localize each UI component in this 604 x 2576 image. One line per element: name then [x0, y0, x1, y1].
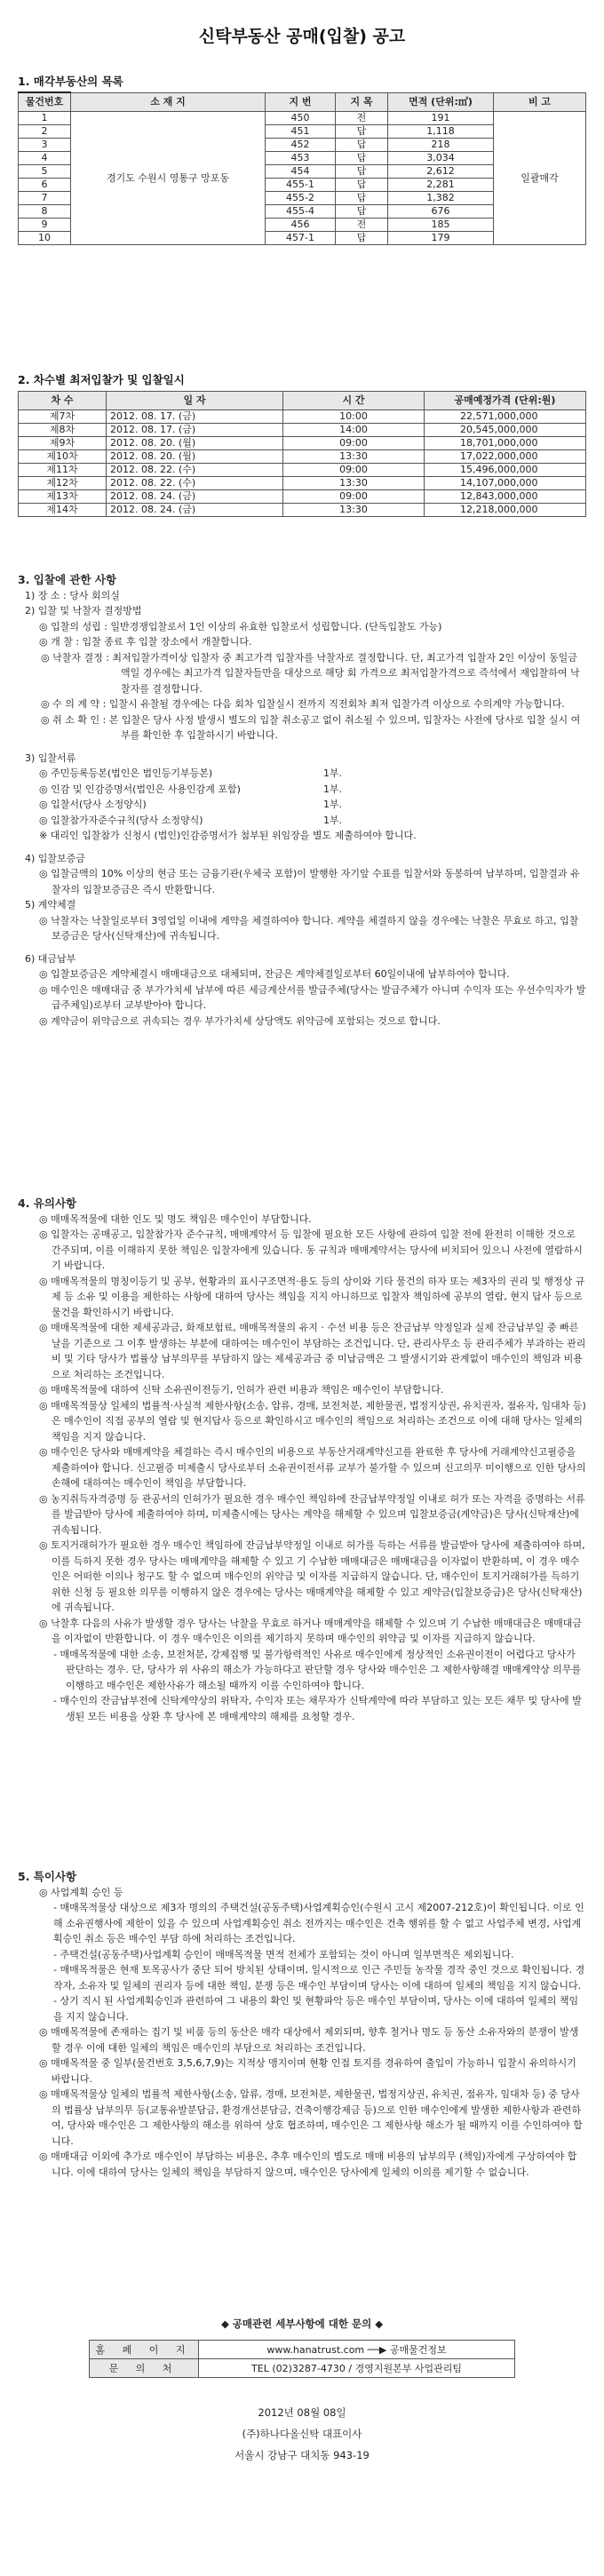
bid-doc-item: [18, 797, 586, 813]
contact-heading: ◆ 공매관련 세부사항에 대한 문의 ◆: [220, 2318, 384, 2330]
bid-price: 12,843,000,000: [425, 490, 586, 504]
bid-row: [19, 504, 586, 517]
section-3-heading: 3. 입찰에 관한 사항: [18, 573, 117, 586]
payment-text-3: ◎ 계약금이 위약금으로 귀속되는 경우 부가가치세 상당액도 위약금에 포함되는 것으로 합니다.: [39, 1014, 441, 1027]
property-no: 3: [19, 139, 71, 152]
bid-price: 12,218,000,000: [425, 504, 586, 517]
inquiry-value: TEL (02)3287-4730 / 경영지원본부 사업관리팀: [199, 2359, 515, 2378]
special-item: ◎ 매매목적물상 일체의 법률적 제한사항(소송, 압류, 경매, 보전처분, 제한물권, 법정지상권, 유치권, 점유자, 임대차 등) 중 당사의 법률상 납부의무 등(교통유발분담금, 환경개선분담금, 건축이행강제금 등)으로 인한 매수인에게 발생한 제한사항과 관련하여, 당사와 매수인은 그 제한사항의 해소를 위하여 상호 협조하며, 매수인은 그 제한사항 해소가 될 때까지 이를 수인하여야 합니다.: [39, 2088, 583, 2147]
bid-time: 13:30: [283, 450, 425, 464]
property-type: 답: [336, 152, 388, 165]
property-col-header: 비 고: [494, 92, 586, 112]
bid-price: 22,571,000,000: [425, 410, 586, 424]
bid-price: 20,545,000,000: [425, 424, 586, 437]
bid-doc-item: [18, 766, 586, 782]
bid-date: 2012. 08. 17. (금): [107, 424, 283, 437]
property-type: 답: [336, 165, 388, 179]
bid-time: 13:30: [283, 504, 425, 517]
bid-date: 2012. 08. 20. (월): [107, 450, 283, 464]
bid-time: 10:00: [283, 410, 425, 424]
property-col-header: 지 번: [266, 92, 336, 112]
special-subitem: - 매매목적물은 현재 토목공사가 중단 되어 방치된 상태이며, 일시적으로 인근 주민들 농작물 경작 중인 것으로 확인됩니다. 경작자, 소유자 및 일체의 권리자 등에 대한 책임, 분쟁 등은 매수인 부담이며 당사는 이에 대하여 일체의 책임을 지지 않습니다.: [53, 1964, 585, 1992]
property-remark: 일괄매각: [494, 112, 586, 245]
bid-doc-name: ◎ 입찰참가자준수규칙(당사 소정양식): [39, 814, 203, 826]
property-area: 1,118: [388, 125, 494, 139]
bid-time: 09:00: [283, 490, 425, 504]
deposit-heading: 4) 입찰보증금: [25, 852, 85, 864]
caution-item: - 매수인의 잔금납부전에 신탁계약상의 위탁자, 수익자 또는 채무자가 신탁계약에 따라 부담하고 있는 모든 채무 및 당사에 발생된 모든 비용을 상환 후 당사에 본 매매계약의 해제를 요청할 경우.: [53, 1695, 582, 1722]
bid-row: [19, 437, 586, 450]
bid-col-header: 시 간: [283, 392, 425, 410]
contact-table: [89, 2340, 515, 2378]
cancel-notice: ◎ 취 소 확 인 : 본 입찰은 당사 사정 발생시 별도의 입찰 취소공고 없이 취소될 수 있으며, 입찰자는 사전에 당사로 입찰 실시 여부를 확인한 후 입찰하시기 바랍니다.: [41, 713, 581, 741]
property-area: 1,382: [388, 192, 494, 205]
caution-list: [18, 1212, 586, 1725]
property-area: 218: [388, 139, 494, 152]
caution-item: ◎ 농지취득자격증명 등 관공서의 인허가가 필요한 경우 매수인 책임하에 잔금납부약정일 이내로 허가 또는 자격을 증명하는 서류를 발급받아 당사에 제출하여야 하며, 미제출시에는 당사는 계약을 해제할 수 있으며 입찰보증금(계약금)은 당사(신탁재산)에 귀속됩니다.: [39, 1492, 585, 1536]
bid-round: 제10차: [19, 450, 107, 464]
property-no: 9: [19, 219, 71, 232]
property-no: 8: [19, 205, 71, 219]
caution-item: - 매매목적물에 대한 소송, 보전처분, 강제집행 및 불가항력적인 사유로 매수인에게 정상적인 소유권이전이 어렵다고 당사가 판단하는 경우. 단, 당사가 위 사유의 해소가 가능하다고 판단할 경우 당사와 매수인은 그 제한사항해결 매매계약상 의무를 이행하고 매수인은 제한사유가 해소될 때까지 이를 수인하여야 합니다.: [53, 1648, 582, 1691]
property-type: 답: [336, 125, 388, 139]
property-lot: 452: [266, 139, 336, 152]
bid-time: 09:00: [283, 464, 425, 477]
bid-date: 2012. 08. 22. (수): [107, 477, 283, 490]
property-type: 답: [336, 139, 388, 152]
property-no: 2: [19, 125, 71, 139]
contact-table-wrap: [89, 2340, 515, 2378]
bid-price: 14,107,000,000: [425, 477, 586, 490]
special-subitem: - 상기 직시 된 사업계획승인과 관련하여 그 내용의 확인 및 현황파악 등은 매수인 부담이며, 당사는 이에 대하여 일체의 책임을 지지 않습니다.: [53, 1995, 579, 2023]
property-no: 7: [19, 192, 71, 205]
inquiry-label: 문 의 처: [90, 2359, 199, 2378]
bid-col-header: 차 수: [19, 392, 107, 410]
property-no: 6: [19, 179, 71, 192]
private-contract: ◎ 수 의 계 약 : 입찰시 유찰될 경우에는 다음 회차 입찰실시 전까지 직전회차 최저 입찰가격 이상으로 수의계약 가능합니다.: [41, 698, 565, 710]
bid-date: 2012. 08. 24. (금): [107, 490, 283, 504]
property-lot: 455-4: [266, 205, 336, 219]
bid-price: 18,701,000,000: [425, 437, 586, 450]
bid-doc-item: [18, 782, 586, 798]
bid-doc-name: ◎ 주민등록등본(법인은 법인등기부등본): [39, 767, 213, 779]
caution-item: ◎ 매매목적물에 대한 인도 및 명도 책임은 매수인이 부담합니다.: [39, 1212, 312, 1225]
bid-round: 제9차: [19, 437, 107, 450]
property-type: 답: [336, 192, 388, 205]
special-list: [18, 2024, 586, 2180]
property-no: 10: [19, 232, 71, 245]
special-item: ◎ 매매목적물에 존재하는 집기 및 비품 등의 동산은 매각 대상에서 제외되며, 향후 철거나 명도 등 동산 소유자와의 분쟁이 발생할 경우 이에 대한 일체의 책임은 매수인의 부담으로 처리하는 조건입니다.: [39, 2026, 579, 2054]
property-col-header: 지 목: [336, 92, 388, 112]
section-4-heading: 4. 유의사항: [18, 1197, 77, 1210]
payment-heading: 6) 대금납부: [25, 952, 76, 965]
property-lot: 457-1: [266, 232, 336, 245]
special-subitem: - 매매목적물상 대상으로 제3자 명의의 주택건설(공동주택)사업계획승인(수원시 고시 제2007-212호)이 확인됩니다. 이로 인해 소유권행사에 제한이 있을 수 있으며 사업계획승인 취소 전까지는 매수인은 건축 행위를 할 수 없고 사업주체 변경, 사업계획승인 취소 등은 매수인 부담 하에 처리하는 조건입니다.: [53, 1902, 584, 1944]
bid-validity: ◎ 입찰의 성립 : 일반경쟁입찰로서 1인 이상의 유효한 입찰로서 성립합니다. (단독입찰도 가능): [39, 620, 442, 632]
bid-doc-qty: 1부.: [323, 799, 343, 810]
bid-round: 제14차: [19, 504, 107, 517]
property-col-header: 소 재 지: [71, 92, 266, 112]
bid-doc-name: ◎ 입찰서(당사 소정양식): [39, 799, 147, 810]
property-location: 경기도 수원시 영통구 망포동: [71, 112, 266, 245]
bid-row: [19, 477, 586, 490]
section-3: [18, 567, 586, 1029]
caution-item: ◎ 매매목적물에 대하여 신탁 소유권이전등기, 인허가 관련 비용과 책임은 매수인이 부담합니다.: [39, 1384, 444, 1395]
property-area: 179: [388, 232, 494, 245]
property-area: 676: [388, 205, 494, 219]
property-lot: 450: [266, 112, 336, 125]
bid-date: 2012. 08. 24. (금): [107, 504, 283, 517]
bid-round: 제8차: [19, 424, 107, 437]
property-col-header: 물건번호: [19, 92, 71, 112]
property-no: 1: [19, 112, 71, 125]
bid-round: 제13차: [19, 490, 107, 504]
bid-docs-note: ※ 대리인 입찰참가 신청시 (법인)인감증명서가 첨부된 위임장을 별도 제출하여야 합니다.: [39, 830, 417, 841]
special-subitem: - 주택건설(공동주택)사업계획 승인이 매매목적물 면적 전체가 포함되는 것이 아니며 일부면적은 제외됩니다.: [53, 1948, 514, 1960]
property-lot: 455-2: [266, 192, 336, 205]
caution-item: ◎ 입찰자는 공매공고, 입찰참가자 준수규칙, 매매계약서 등 입찰에 필요한 모든 사항에 관하여 입찰 전에 완전히 이해한 것으로 간주되며, 이를 이해하지 못한 책임은 입찰자에게 있습니다. 동 규칙과 매매계약서는 당사에 비치되어 있으니 사전에 열람하시기 바랍니다.: [39, 1228, 583, 1271]
property-type: 답: [336, 205, 388, 219]
bid-opening: ◎ 개 찰 : 입찰 종료 후 입찰 장소에서 개찰합니다.: [39, 636, 252, 648]
bid-docs-list: [18, 766, 586, 828]
footer-address: 서울시 강남구 대치동 943-19: [234, 2449, 370, 2461]
bid-doc-item: [18, 813, 586, 829]
bid-doc-qty: 1부.: [323, 767, 343, 779]
winner-decision: ◎ 낙찰자 결정 : 최저입찰가격이상 입찰자 중 최고가격 입찰자를 낙찰자로 결정합니다. 단, 최고가격 입찰자 2인 이상이 동일금액일 경우에는 최고가격 입찰자들만을 대상으로 해당 회 가격으로 최저입찰가격으로 즉석에서 재입찰하여 낙찰자를 결정합니다.: [41, 651, 580, 695]
section-5: [18, 1864, 586, 2180]
property-lot: 451: [266, 125, 336, 139]
bid-docs-heading: 3) 입찰서류: [25, 751, 76, 764]
property-lot: 456: [266, 219, 336, 232]
contract-text: ◎ 낙찰자는 낙찰일로부터 3영업일 이내에 계약을 체결하여야 합니다. 계약을 체결하지 않을 경우에는 낙찰은 무효로 하고, 입찰보증금은 당사(신탁재산)에 귀속됩니다.: [39, 914, 579, 942]
bid-col-header: 일 자: [107, 392, 283, 410]
caution-item: ◎ 매매목적물에 대한 제세공과금, 화재보험료, 매매목적물의 유지 · 수선 비용 등은 잔금납부 약정일과 실제 잔금납부일 중 빠른 날을 기준으로 그 이후 발생하는 부분에 대하여는 매수인이 부담하는 조건입니다. 단, 관리사무소 등 관리주체가 부과하는 관리비 및 기타 당사가 법률상 납부의무를 부담하지 않는 제세공과금 중 미납금액은 그 발생시기와 관계없이 매수인의 책임과 비용으로 처리하는 조건입니다.: [39, 1322, 586, 1380]
special-item: ◎ 매매대금 이외에 추가로 매수인이 부담하는 비용은, 추후 매수인의 별도로 매매 비용의 납부의무 (책임)자에게 구상하여야 합니다. 이에 대하여 당사는 일체의 책임을 부담하지 않으며, 매수인은 당사에게 일체의 이의를 제기할 수 없습니다.: [39, 2151, 577, 2178]
property-lot: 453: [266, 152, 336, 165]
special-sublist: [18, 1900, 586, 2024]
bid-round: 제12차: [19, 477, 107, 490]
property-area: 191: [388, 112, 494, 125]
caution-item: ◎ 낙찰후 다음의 사유가 발생할 경우 당사는 낙찰을 무효로 하거나 매매계약을 해제할 수 있으며 기 수납한 매매대금은 매매대금을 이자없이 반환합니다. 이 경우 매수인은 이의를 제기하지 못하며 매수인의 위약금 및 이자를 지급하지 않습니다.: [39, 1617, 582, 1644]
bid-date: 2012. 08. 20. (월): [107, 437, 283, 450]
bid-method-heading: 2) 입찰 및 낙찰자 결정방법: [25, 605, 142, 616]
bid-row: [19, 464, 586, 477]
bid-date: 2012. 08. 22. (수): [107, 464, 283, 477]
section-5-heading: 5. 특이사항: [18, 1870, 77, 1883]
caution-item: ◎ 매매목적물상 일체의 법률적·사실적 제한사항(소송, 압류, 경매, 보전처분, 제한물권, 법정지상권, 유치권자, 점유자, 임대차 등)은 매수인이 직접 공부의 열람 및 현지답사 등으로 확인하시고 매수인의 책임으로 처리하는 조건으로 이에 대해 당사는 일체의 책임을 지지 않습니다.: [39, 1399, 586, 1443]
bid-schedule-table: [18, 391, 586, 517]
bid-round: 제7차: [19, 410, 107, 424]
property-type: 답: [336, 232, 388, 245]
homepage-link[interactable]: www.hanatrust.com ──▶ 공매물건정보: [199, 2341, 515, 2359]
property-lot: 455-1: [266, 179, 336, 192]
bid-row: [19, 490, 586, 504]
property-type: 전: [336, 219, 388, 232]
bid-time: 09:00: [283, 437, 425, 450]
property-type: 전: [336, 112, 388, 125]
bid-price: 15,496,000,000: [425, 464, 586, 477]
caution-item: ◎ 토지거래허가가 필요한 경우 매수인 책임하에 잔금납부약정일 이내로 허가를 득하는 서류를 발급받아 당사에 제출하여야 하며, 이를 득하지 못한 경우 당사는 매매계약을 해제할 수 있고 기 수납한 매매대금은 매매대금을 이자없이 반환하며, 이 경우 매수인은 어떠한 이의나 청구도 할 수 없으며 매수인의 위약금 및 이자를 지급하지 않습니다. 단, 매수인이 토지거래허가를 득하기 위한 신청 등 필요한 의무를 이행하지 않은 경우에는 당사는 매매계약을 해제할 수 있고 계약금(입찰보증금)은 당사(신탁재산)에 귀속됩니다.: [39, 1539, 585, 1613]
section-1-heading: 1. 매각부동산의 목록: [18, 75, 123, 88]
page-title: 신탁부동산 공매(입찰) 공고: [198, 27, 406, 46]
bid-date: 2012. 08. 17. (금): [107, 410, 283, 424]
bid-table-wrap: [18, 391, 586, 517]
bid-doc-name: ◎ 인감 및 인감증명서(법인은 사용인감계 포함): [39, 783, 241, 795]
footer-date: 2012년 08월 08일: [258, 2406, 346, 2419]
bid-price: 17,022,000,000: [425, 450, 586, 464]
property-col-header: 면적 (단위:㎡): [388, 92, 494, 112]
property-type: 답: [336, 179, 388, 192]
bid-time: 13:30: [283, 477, 425, 490]
property-table-wrap: [18, 91, 586, 245]
property-no: 5: [19, 165, 71, 179]
section-4: [18, 1190, 586, 1724]
homepage-label: 홈 페 이 지: [90, 2341, 199, 2359]
property-row: [19, 112, 586, 125]
property-area: 185: [388, 219, 494, 232]
section-2-heading: 2. 차수별 최저입찰가 및 입찰일시: [18, 373, 185, 386]
footer-company: (주)하나다올신탁 대표이사: [242, 2428, 362, 2440]
caution-item: ◎ 매매목적물의 명칭이등기 및 공부, 현황과의 표시구조면적·용도 등의 상이와 기타 물건의 하자 또는 제3자의 권리 및 행정상 규제 등 소유 및 이용을 제한하는 사항에 대하여 당사는 책임을 지지 아니하므로 입찰자 책임하에 공부의 열람, 현지 답사 등으로 물건을 확인하시기 바랍니다.: [39, 1275, 585, 1318]
bid-location: 1) 장 소 : 당사 회의실: [25, 589, 120, 601]
bid-time: 14:00: [283, 424, 425, 437]
bid-row: [19, 424, 586, 437]
property-area: 3,034: [388, 152, 494, 165]
bid-doc-qty: 1부.: [323, 783, 343, 795]
property-area: 2,281: [388, 179, 494, 192]
payment-text-2: ◎ 매수인은 매매대금 중 부가가치세 납부에 따른 세금계산서를 발급주체(당사는 발급주체가 아니며 수익자 또는 우선수익자가 발급주체임)로부터 교부받아야 합니다.: [39, 983, 586, 1011]
special-item-heading: ◎ 사업계획 승인 등: [39, 1886, 123, 1898]
payment-text-1: ◎ 입찰보증금은 계약체결시 매매대금으로 대체되며, 잔금은 계약체결일로부터 60일이내에 납부하여야 합니다.: [39, 968, 510, 980]
bid-col-header: 공매예정가격 (단위:원): [425, 392, 586, 410]
bid-round: 제11차: [19, 464, 107, 477]
deposit-text: ◎ 입찰금액의 10% 이상의 현금 또는 금융기관(우체국 포함)이 발행한 자기앞 수표를 입찰서와 동봉하여 납부하며, 입찰결과 유찰자의 입찰보증금은 즉시 반환합니다.: [39, 868, 580, 895]
property-no: 4: [19, 152, 71, 165]
special-item: ◎ 매매목적물 중 일부(물건번호 3,5,6,7,9)는 지적상 맹지이며 현황 인접 토지를 경유하여 출입이 가능하니 입찰시 유의하시기 바랍니다.: [39, 2057, 576, 2085]
bid-row: [19, 450, 586, 464]
bid-doc-qty: 1부.: [323, 814, 343, 826]
property-lot: 454: [266, 165, 336, 179]
caution-item: ◎ 매수인은 당사와 매매계약을 체결하는 즉시 매수인의 비용으로 부동산거래계약신고를 완료한 후 당사에 거래계약신고필증을 제출하여야 합니다. 신고필증 미제출시 당사로부터 소유권이전서류 교부가 불가할 수 있으며 신고의무 미이행으로 인한 당사의 손해에 대하여는 매수인이 책임을 부담합니다.: [39, 1446, 586, 1489]
bid-row: [19, 410, 586, 424]
property-area: 2,612: [388, 165, 494, 179]
property-table: [18, 91, 586, 245]
contract-heading: 5) 계약체결: [25, 899, 76, 910]
